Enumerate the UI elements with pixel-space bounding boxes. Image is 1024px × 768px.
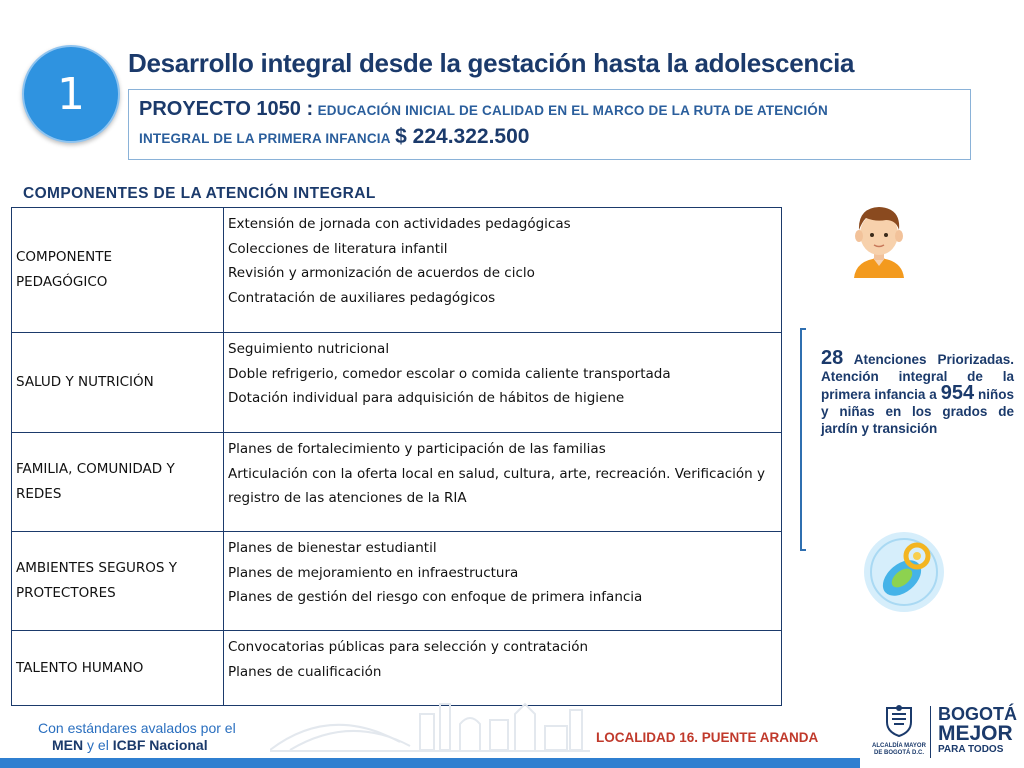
brand-line2: MEJOR — [938, 722, 1013, 745]
component-label-line: SALUD Y NUTRICIÓN — [16, 374, 154, 390]
list-item: Planes de fortalecimiento y participación de las familias — [228, 441, 606, 457]
men-label: MEN — [52, 737, 84, 753]
component-label — [12, 333, 224, 433]
project-box — [128, 89, 971, 160]
alcaldia-line1: ALCALDÍA MAYOR — [872, 743, 926, 749]
component-label-line: AMBIENTES SEGUROS Y — [16, 560, 177, 576]
coat-of-arms-icon — [884, 704, 914, 738]
alcaldia-logo — [870, 704, 928, 757]
list-item: Planes de gestión del riesgo con enfoque de primera infancia — [228, 589, 643, 605]
children-text: niños y niñas en los grados de jardín y transición — [821, 387, 1014, 436]
table-row — [12, 433, 782, 532]
list-item: Doble refrigerio, comedor escolar o comida caliente transportada — [228, 365, 671, 382]
list-item: Planes de mejoramiento en infraestructura — [228, 564, 519, 581]
component-items — [224, 532, 782, 631]
component-items — [224, 208, 782, 333]
component-items — [224, 433, 782, 532]
list-item: Extensión de jornada con actividades pedagógicas — [228, 216, 571, 232]
component-label — [12, 532, 224, 631]
component-items — [224, 333, 782, 433]
component-label-line: COMPONENTE — [16, 249, 112, 265]
component-label-line: FAMILIA, COMUNIDAD Y — [16, 461, 175, 477]
list-item: Contratación de auxiliares pedagógicos — [228, 289, 496, 306]
component-label-line: REDES — [16, 486, 62, 502]
page-title: Desarrollo integral desde la gestación hasta la adolescencia — [128, 48, 855, 78]
list-item: registro de las atenciones de la RIA — [228, 490, 467, 506]
list-item: Convocatorias públicas para selección y contratación — [228, 639, 589, 655]
component-label — [12, 208, 224, 333]
table-row — [12, 208, 782, 333]
icbf-label: ICBF Nacional — [112, 737, 208, 753]
footer-standards-line1: Con estándares avalados por el — [38, 720, 236, 736]
children-count: 954 — [940, 382, 975, 404]
components-table — [11, 207, 782, 706]
alcaldia-line2: DE BOGOTÁ D.C. — [873, 750, 924, 756]
project-description-line1: EDUCACIÓN INICIAL DE CALIDAD EN EL MARCO DE LA RUTA DE ATENCIÓN — [317, 103, 828, 118]
component-label — [12, 631, 224, 706]
brand-line3: PARA TODOS — [938, 744, 1004, 755]
brand-line1: BOGOTÁ — [938, 704, 1017, 724]
component-label-line: PEDAGÓGICO — [16, 274, 108, 290]
stats-text — [821, 347, 1014, 437]
footer-bar — [0, 758, 860, 768]
section-number: 1 — [57, 68, 85, 120]
section-number-badge — [22, 45, 120, 143]
bogota-mejor-logo — [938, 704, 1017, 755]
stats-bracket — [800, 328, 806, 551]
project-amount: $ 224.322.500 — [395, 125, 530, 148]
attention-text: Atención integral de la primera infancia a — [821, 369, 1014, 402]
child-icon — [846, 200, 912, 278]
project-description-line2: INTEGRAL DE LA PRIMERA INFANCIA — [139, 131, 391, 146]
list-item: Seguimiento nutricional — [228, 341, 390, 357]
footer-connector: y el — [87, 737, 109, 753]
list-item: Dotación individual para adquisición de hábitos de higiene — [228, 390, 625, 406]
list-item: Articulación con la oferta local en salud, cultura, arte, recreación. Verificación y — [228, 465, 765, 482]
city-skyline-graphic — [270, 684, 590, 754]
list-item: Colecciones de literatura infantil — [228, 240, 448, 257]
component-label — [12, 433, 224, 532]
table-row — [12, 333, 782, 433]
table-row — [12, 532, 782, 631]
priorized-label: Atenciones Priorizadas. — [853, 352, 1014, 367]
project-name: PROYECTO 1050 : — [139, 98, 314, 120]
logo-divider — [930, 706, 931, 758]
section-title: COMPONENTES DE LA ATENCIÓN INTEGRAL — [23, 185, 376, 202]
list-item: Revisión y armonización de acuerdos de ciclo — [228, 265, 535, 281]
footer-standards — [38, 720, 236, 754]
list-item: Planes de cualificación — [228, 663, 382, 680]
pacifier-icon — [862, 530, 946, 614]
priorized-count: 28 — [821, 347, 844, 369]
localidad-label: LOCALIDAD 16. PUENTE ARANDA — [596, 730, 819, 745]
component-label-line: PROTECTORES — [16, 585, 116, 601]
component-label-line: TALENTO HUMANO — [16, 659, 144, 676]
list-item: Planes de bienestar estudiantil — [228, 540, 437, 556]
